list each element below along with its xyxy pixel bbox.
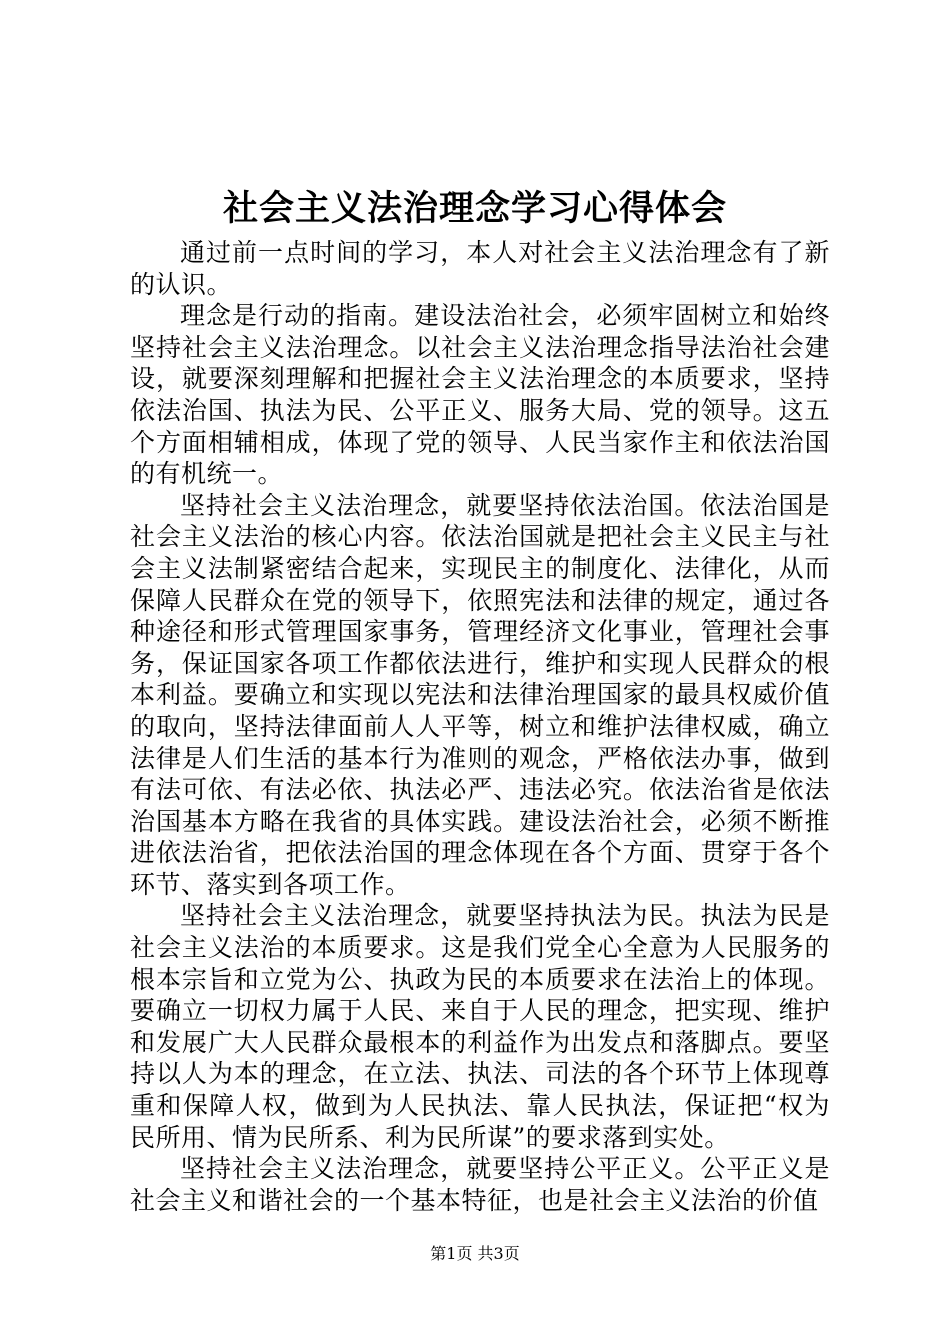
paragraph: 坚持社会主义法治理念，就要坚持执法为民。执法为民是社会主义法治的本质要求。这是我们党全心全意为人民服务的根本宗旨和立党为公、执政为民的本质要求在法治上的体现。要确立一切权力属于人民、来自于人民的理念，把实现、维护和发展广大人民群众最根本的利益作为出发点和落脚点。要坚持以人为本的理念，在立法、执法、司法的各个环节上体现尊重和保障人权，做到为人民执法、靠人民执法，保证把“权为民所用、情为民所系、利为民所谋”的要求落到实处。 [130, 901, 830, 1152]
document-body [130, 237, 830, 1216]
paragraph: 通过前一点时间的学习，本人对社会主义法治理念有了新的认识。 [130, 238, 830, 299]
paragraph: 坚持社会主义法治理念，就要坚持依法治国。依法治国是社会主义法治的核心内容。依法治国就是把社会主义民主与社会主义法制紧密结合起来，实现民主的制度化、法律化，从而保障人民群众在党的领导下，依照宪法和法律的规定，通过各种途径和形式管理国家事务，管理经济文化事业，管理社会事务，保证国家各项工作都依法进行，维护和实现人民群众的根本利益。要确立和实现以宪法和法律治理国家的最具权威价值的取向，坚持法律面前人人平等，树立和维护法律权威，确立法律是人们生活的基本行为准则的观念，严格依法办事，做到有法可依、有法必依、执法必严、违法必究。依法治省是依法治国基本方略在我省的具体实践。建设法治社会，必须不断推进依法治省，把依法治国的理念体现在各个方面、贯穿于各个环节、落实到各项工作。 [130, 490, 830, 899]
page-number-footer: 第1页 共3页 [430, 1244, 520, 1263]
paragraph: 坚持社会主义法治理念，就要坚持公平正义。公平正义是社会主义和谐社会的一个基本特征，也是社会主义法治的价值 [130, 1154, 830, 1215]
document-title: 社会主义法治理念学习心得体会 [222, 188, 727, 229]
paragraph: 理念是行动的指南。建设法治社会，必须牢固树立和始终坚持社会主义法治理念。以社会主义法治理念指导法治社会建设，就要深刻理解和把握社会主义法治理念的本质要求，坚持依法治国、执法为民、公平正义、服务大局、党的领导。这五个方面相辅相成，体现了党的领导、人民当家作主和依法治国的有机统一。 [130, 301, 830, 489]
